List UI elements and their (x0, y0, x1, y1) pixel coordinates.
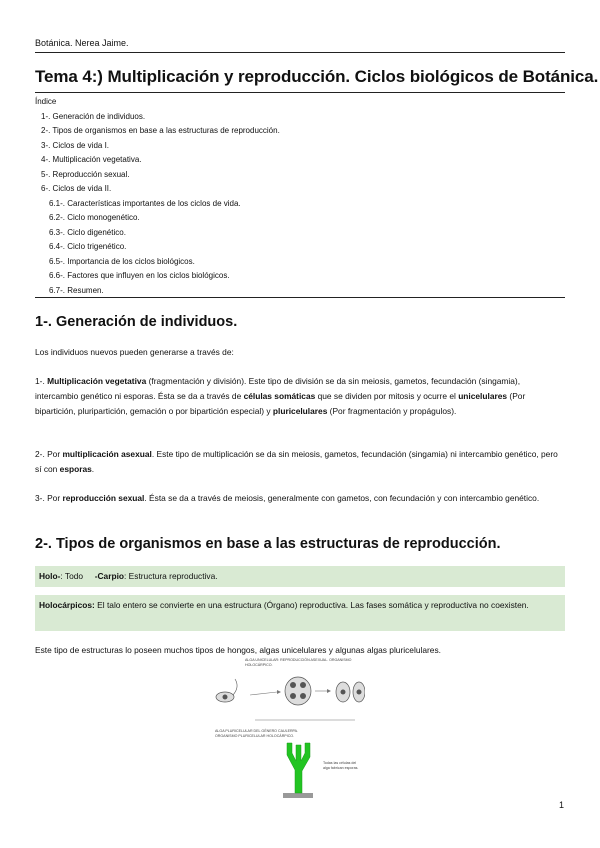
section-1-paragraph-1: 1-. Multiplicación vegetativa (fragmentación y división). Este tipo de división se da sin meiosis, gametos, fecundación (singamia), intercambio genético ni esporas. Ésta se da a través de células somáticas que se dividen por mitosis y ocurre el unicelulares (Por bipartición, pluripartición, gemación o por bipartición especial) y pluricelulares (Por fragmentación y propágulos). (35, 376, 526, 416)
definition-box-holocarpicos: Holocárpicos: El talo entero se convierte en una estructura (Órgano) reproductiva. Las fases somática y reproductiva no coexisten. (35, 595, 565, 631)
toc-subitem[interactable]: 6.4-. Ciclo trigenético. (49, 242, 127, 251)
toc-item[interactable]: 5-. Reproducción sexual. (41, 169, 130, 179)
figure-note: Todas las células del alga fabrican esporas. (323, 761, 359, 770)
section-2-heading: 2-. Tipos de organismos en base a las estructuras de reproducción. (35, 536, 501, 552)
table-of-contents (35, 95, 280, 298)
page-number: 1 (558, 800, 564, 810)
unicellular-alga-icon (216, 679, 281, 702)
toc-subitem[interactable]: 6.2-. Ciclo monogenético. (49, 213, 140, 222)
page-title: Tema 4:) Multiplicación y reproducción. Ciclos biológicos de Botánica. (35, 67, 599, 86)
toc-item[interactable]: 6-. Ciclos de vida II. (41, 184, 112, 193)
toc-subitem[interactable]: 6.5-. Importancia de los ciclos biológicos. (49, 256, 195, 266)
zoospores-icon (336, 682, 365, 702)
section-1-intro: Los individuos nuevos pueden generarse a través de: (35, 347, 234, 357)
definition-box-holocarpio: Holo-: Todo -Carpio: Estructura reproductiva. (35, 566, 565, 587)
title-divider (35, 92, 565, 93)
toc-subitem[interactable]: 6.3-. Ciclo digenético. (49, 227, 126, 237)
toc-item[interactable]: 3-. Ciclos de vida I. (41, 140, 110, 150)
toc-subitem[interactable]: 6.6-. Factores que influyen en los ciclos biológicos. (49, 271, 230, 280)
section-1-heading: 1-. Generación de individuos. (35, 314, 238, 330)
page-header: Botánica. Nerea Jaime. (35, 38, 129, 48)
toc-item[interactable]: 2-. Tipos de organismos en base a las estructuras de reproducción. (41, 126, 280, 135)
section-2-paragraph: Este tipo de estructuras lo poseen muchos tipos de hongos, algas unicelulares y algunas algas pluricelulares. (35, 645, 441, 655)
toc-subitem[interactable]: 6.1-. Características importantes de los ciclos de vida. (49, 198, 241, 208)
toc-item[interactable]: 1-. Generación de individuos. (41, 111, 146, 121)
section-1-paragraph-3: 3-. Por reproducción sexual. Ésta se da a través de meiosis, generalmente con gametos, con fecundación y con intercambio genético. (35, 493, 540, 503)
toc-subitem[interactable]: 6.7-. Resumen. (49, 285, 104, 295)
sporangium-icon (285, 677, 331, 705)
toc-divider (35, 297, 565, 298)
caulerpa-alga-icon (283, 743, 313, 798)
caulerpa-plant (287, 743, 310, 793)
figure-caption-unicellular: ALGA UNICELULAR: REPRODUCCIÓN ASEXUAL. ORGANISMO HOLOCÁRPICO. (245, 658, 352, 667)
holocarpic-figure (205, 655, 365, 800)
figure-caption-caulerpa: ALGA PLURICELULAR DEL GÉNERO CAULERPA. ORGANISMO PLURICELULAR HOLOCÁRPICO. (215, 729, 299, 738)
toc-item[interactable]: 4-. Multiplicación vegetativa. (41, 155, 142, 164)
section-1-paragraph-2: 2-. Por multiplicación asexual. Este tipo de multiplicación se da sin meiosis, gametos, fecundación (singamia) ni intercambio genético, pero sí con esporas. (35, 449, 558, 474)
header-divider (35, 52, 565, 53)
toc-heading: Índice (35, 97, 57, 106)
